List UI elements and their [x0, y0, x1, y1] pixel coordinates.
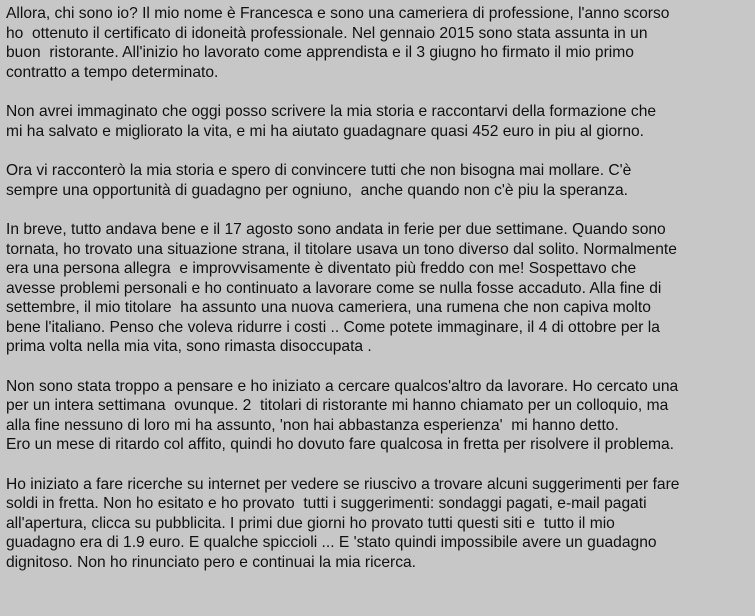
- text-line: bene l'italiano. Penso che voleva ridurre i costi .. Come potete immaginare, il 4 di ottobre per la: [6, 318, 660, 336]
- text-line: Ora vi racconterò la mia storia e spero di convincere tutti che non bisogna mai mollare. C'è: [6, 162, 632, 179]
- text-line: Allora, chi sono io? Il mio nome è Francesca e sono una cameriera di professione, l'anno scorso: [6, 5, 670, 22]
- text-line: buon ristorante. All'inizio ho lavorato come apprendista e il 3 giugno ho firmato il mio primo: [6, 44, 634, 61]
- paragraph-job-search: [6, 377, 749, 455]
- text-line: avesse problemi personali e ho continuato a lavorare come se nulla fosse accaduto. Alla fine di: [6, 279, 662, 297]
- text-line: dignitoso. Non ho rinunciato pero e continuai la mia ricerca.: [6, 553, 416, 571]
- text-line: In breve, tutto andava bene e il 17 agosto sono andata in ferie per due settimane. Quando sono: [6, 221, 666, 238]
- text-line: era una persona allegra e improvvisamente è diventato più freddo con me! Sospettavo che: [6, 260, 637, 277]
- text-line: prima volta nella mia vita, sono rimasta disoccupata .: [6, 338, 372, 355]
- text-line: guadagno era di 1.9 euro. E qualche spiccioli ... E 'stato quindi impossibile avere un guadagno: [6, 534, 657, 551]
- text-line: Ho iniziato a fare ricerche su internet per vedere se riuscivo a trovare alcuni suggerimenti per fare: [6, 475, 680, 493]
- paragraph-internet-research: [6, 475, 749, 573]
- paragraph-unemployment: [6, 220, 749, 357]
- text-line: Non sono stata troppo a pensare e ho iniziato a cercare qualcos'altro da lavorare. Ho cercato una: [6, 377, 679, 395]
- text-line: alla fine nessuno di loro mi ha assunto, 'non hai abbastanza esperienza' mi hanno detto.: [6, 416, 619, 434]
- text-line: sempre una opportunità di guadagno per ogniuno, anche quando non c'è piu la speranza.: [6, 181, 628, 199]
- text-line: soldi in fretta. Non ho esitato e ho provato tutti i suggerimenti: sondaggi pagati, e-mail pagati: [6, 495, 647, 512]
- text-line: per un intera settimana ovunque. 2 titolari di ristorante mi hanno chiamato per un colloquio, ma: [6, 397, 669, 414]
- text-line: ho ottenuto il certificato di idoneità professionale. Nel gennaio 2015 sono stata assunta in un: [6, 24, 648, 42]
- text-line: Ero un mese di ritardo col affito, quindi ho dovuto fare qualcosa in fretta per risolvere il problema.: [6, 436, 675, 453]
- paragraph-opportunity: [6, 161, 749, 200]
- paragraph-formation: [6, 102, 749, 141]
- text-line: contratto a tempo determinato.: [6, 63, 219, 81]
- text-line: mi ha salvato e migliorato la vita, e mi ha aiutato guadagnare quasi 452 euro in piu al giorno.: [6, 122, 645, 140]
- text-line: tornata, ho trovato una situazione strana, il titolare usava un tono diverso dal solito. Normalmente: [6, 240, 677, 258]
- paragraph-intro: [6, 4, 749, 82]
- text-line: settembre, il mio titolare ha assunto una nuova cameriera, una rumena che non capiva molto: [6, 299, 651, 316]
- text-line: Non avrei immaginato che oggi posso scrivere la mia storia e raccontarvi della formazione che: [6, 103, 657, 120]
- text-line: all'apertura, clicca su pubblicita. I primi due giorni ho provato tutti questi siti e tutto il mio: [6, 514, 615, 532]
